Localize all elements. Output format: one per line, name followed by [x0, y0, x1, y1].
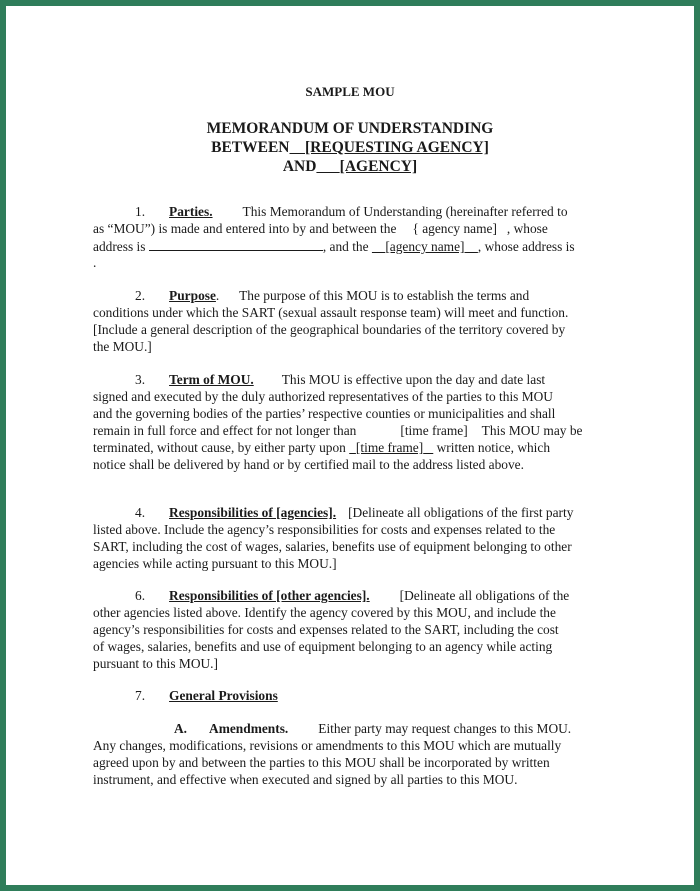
section-7a-heading: Amendments. [209, 721, 289, 736]
section-1-text: , whose [506, 221, 548, 236]
section-6-number: 6. [135, 588, 146, 603]
section-6-line-2: other agencies listed above. Identify the agency covered by this MOU, and include the [93, 605, 556, 620]
section-1-line-1 [93, 204, 568, 221]
address-blank [149, 238, 323, 251]
section-3-line-1 [93, 372, 545, 389]
section-3-line-3: and the governing bodies of the parties’ respective counties or municipalities and shall [93, 406, 556, 421]
section-7-number: 7. [135, 688, 146, 703]
section-7-heading: General Provisions [169, 688, 278, 703]
memorandum-title: MEMORANDUM OF UNDERSTANDING [206, 120, 494, 137]
section-6-heading: Responsibilities of [other agencies]. [169, 588, 370, 603]
section-7a-line-4: instrument, and effective when executed and signed by all parties to this MOU. [93, 772, 518, 787]
time-frame-placeholder-2: [time frame] [355, 440, 424, 455]
section-3-number: 3. [135, 372, 146, 387]
section-3-line-6: notice shall be delivered by hand or by certified mail to the address listed above. [93, 457, 524, 472]
section-2-heading: Purpose [169, 288, 216, 303]
section-1-text: as “MOU”) is made and entered into by and between the [93, 221, 397, 236]
section-1-text: address is [93, 239, 146, 254]
agency-name-placeholder-2: [agency name] [385, 239, 465, 254]
section-4-line-2: listed above. Include the agency’s responsibilities for costs and expenses related to the [93, 522, 556, 537]
section-6-line-3: agency’s responsibilities for costs and expenses related to the SART, including the cost [93, 622, 559, 637]
title-and: AND [282, 158, 317, 175]
time-frame-placeholder-1: [time frame] [400, 423, 468, 438]
section-7a-text: Either party may request changes to this MOU. [318, 721, 572, 736]
section-4-heading: Responsibilities of [agencies]. [169, 505, 337, 520]
section-7a-line-1 [93, 721, 571, 738]
section-2-line-3: [Include a general description of the geographical boundaries of the territory covered by [93, 322, 566, 337]
title-and-line [6, 157, 694, 176]
title-requesting-agency: [REQUESTING AGENCY] [305, 139, 489, 156]
section-3-line-5 [93, 440, 550, 457]
section-1-text: , and the [322, 239, 369, 254]
section-7a-line-3: agreed upon by and between the parties to this MOU shall be incorporated by written [93, 755, 550, 770]
section-6-text: [Delineate all obligations of the [399, 588, 570, 603]
sample-title: SAMPLE MOU [305, 84, 395, 99]
section-3-text: written notice, which [436, 440, 551, 455]
section-2-line-1 [93, 288, 529, 305]
section-7a-line-2: Any changes, modifications, revisions or amendments to this MOU which are mutually [93, 738, 562, 753]
section-4-line-1 [93, 505, 573, 522]
section-3-text: terminated, without cause, by either party upon [93, 440, 346, 455]
section-2-line-4: the MOU.] [93, 339, 152, 354]
section-2-text: . The purpose of this MOU is to establish the terms and [215, 288, 530, 303]
section-2-line-2: conditions under which the SART (sexual assault response team) will meet and function. [93, 305, 569, 320]
section-3-line-2: signed and executed by the duly authorized representatives of the parties to this MOU [93, 389, 553, 404]
section-1-line-2 [93, 221, 548, 238]
section-6-line-4: of wages, salaries, benefits and use of equipment belonging to an agency while acting [93, 639, 553, 654]
section-4-number: 4. [135, 505, 146, 520]
section-1-text: This Memorandum of Understanding (hereinafter referred to [242, 204, 568, 219]
section-6-line-5: pursuant to this MOU.] [93, 656, 218, 671]
section-4-text: [Delineate all obligations of the first party [348, 505, 574, 520]
title-between-line [6, 138, 694, 157]
section-3-text: remain in full force and effect for not longer than [93, 423, 357, 438]
section-2-number: 2. [135, 288, 146, 303]
section-7-line-1 [93, 688, 278, 705]
title-agency: [AGENCY] [339, 158, 418, 175]
section-3-text: This MOU may be [481, 423, 583, 438]
document-page [6, 6, 694, 885]
section-1-line-4: . [93, 255, 97, 270]
section-3-text: This MOU is effective upon the day and date last [281, 372, 546, 387]
section-4-line-3: SART, including the cost of wages, salaries, benefits use of equipment belonging to other [93, 539, 572, 554]
section-1-number: 1. [135, 204, 146, 219]
section-6-line-1 [93, 588, 569, 605]
agency-name-placeholder-1: { agency name] [412, 221, 497, 236]
section-3-heading: Term of MOU. [169, 372, 254, 387]
section-1-line-3 [93, 238, 575, 256]
section-1-heading: Parties. [169, 204, 213, 219]
section-7a-number: A. [174, 721, 188, 736]
section-3-line-4 [93, 423, 582, 440]
section-4-line-4: agencies while acting pursuant to this MOU.] [93, 556, 337, 571]
section-1-text: , whose address is [477, 239, 575, 254]
title-between: BETWEEN [211, 139, 290, 156]
